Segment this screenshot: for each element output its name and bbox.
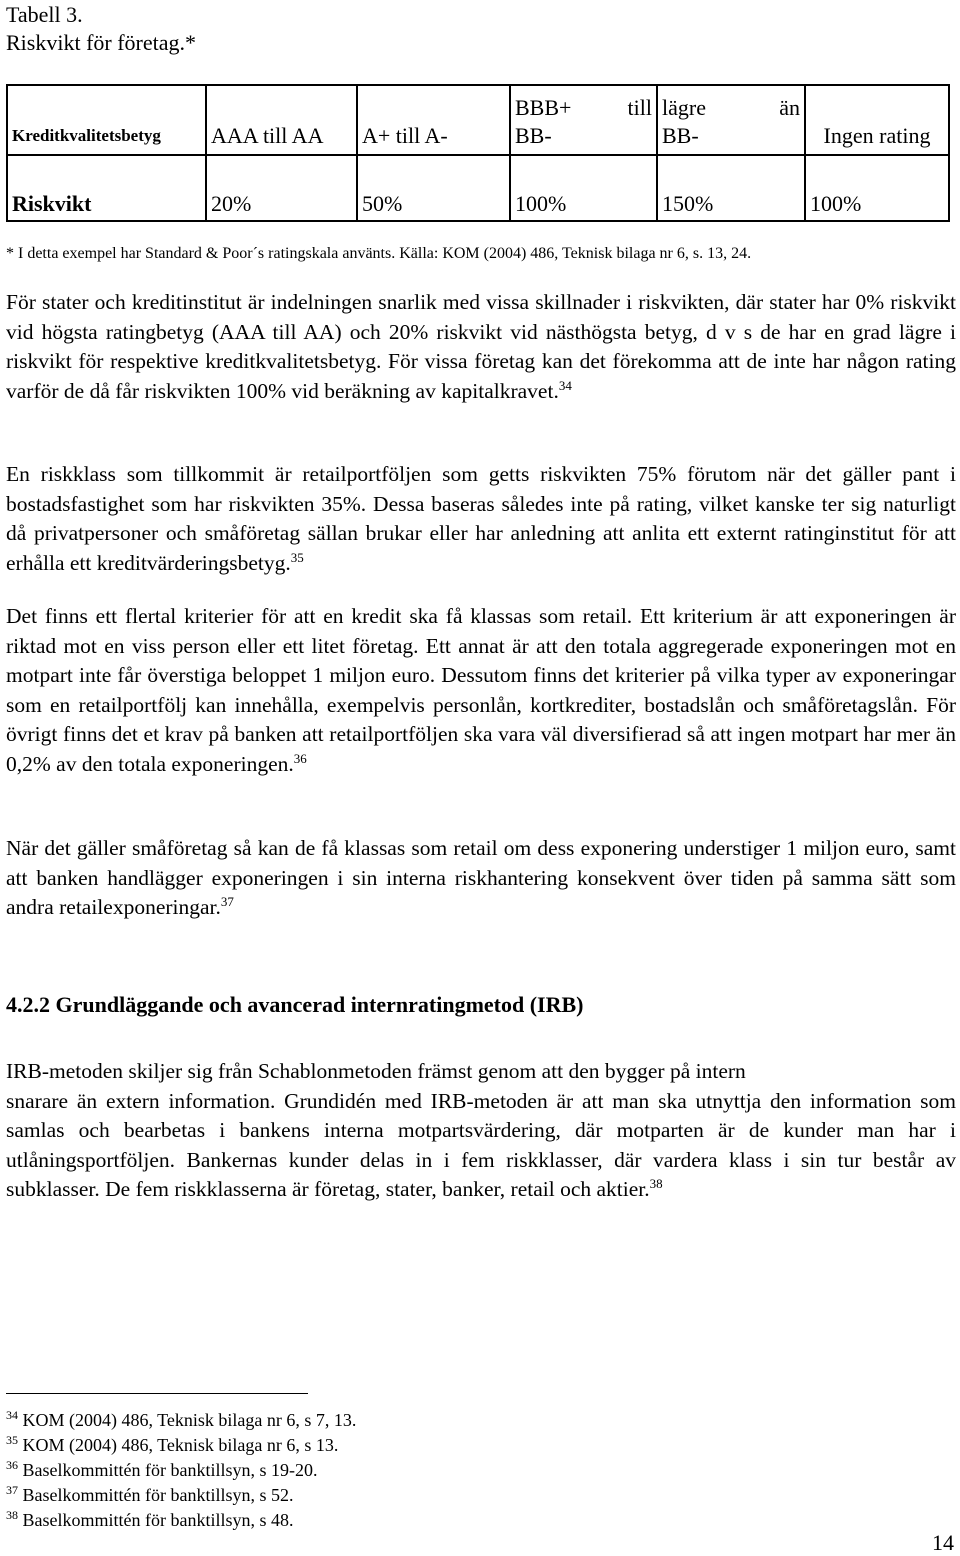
footnote-text: KOM (2004) 486, Teknisk bilaga nr 6, s 13.: [22, 1435, 339, 1455]
header-below-bb: [657, 85, 805, 155]
paragraph-1: [6, 288, 956, 406]
header-bbb-plus: BBB+: [515, 95, 572, 120]
paragraph-5-text: snarare än extern information. Grundidén med IRB-metoden är att man ska utnyttja den information som samlas och bearbetas i bankens interna motpartsvärdering, där motparten är de kunder man har i utlåningsportföljen. Bankernas kunder delas in i fem riskklasser, där vardera klass i sin tur består av subklasser. De fem riskklasserna är företag, stater, banker, retail och aktier.: [6, 1088, 956, 1202]
header-an: än: [779, 95, 800, 120]
header-lagre: lägre: [662, 95, 706, 120]
footnote-34: [6, 1408, 356, 1432]
paragraph-5: [6, 1057, 956, 1205]
footnote-ref-38: 38: [649, 1176, 663, 1192]
value-below-bb: 150%: [657, 155, 805, 221]
header-no-rating: Ingen rating: [805, 85, 949, 155]
paragraph-3: [6, 602, 956, 780]
paragraph-4: [6, 834, 956, 923]
header-below-bb-minus: BB-: [662, 123, 699, 148]
value-bbb-bb: 100%: [510, 155, 657, 221]
section-heading: 4.2.2 Grundläggande och avancerad internratingmetod (IRB): [6, 992, 584, 1017]
footnote-number: 38: [6, 1508, 18, 1522]
footnote-number: 37: [6, 1483, 18, 1497]
footnote-ref-35: 35: [290, 549, 304, 565]
value-no-rating: 100%: [805, 155, 949, 221]
header-aaa-aa: AAA till AA: [206, 85, 357, 155]
table-value-row: [7, 155, 949, 221]
table-caption-number: Tabell 3.: [6, 2, 83, 27]
footnote-number: 35: [6, 1433, 18, 1447]
footnote-text: Baselkommittén för banktillsyn, s 48.: [22, 1510, 294, 1530]
paragraph-1-text: För stater och kreditinstitut är indelningen snarlik med vissa skillnader i riskvikten, där stater har 0% riskvikt vid högsta ratingbetyg (AAA till AA) och 20% riskvikt vid nästhögsta betyg, d v s de har en grad lägre i riskvikt för respektive kreditkvalitetsbetyg. För vissa företag kan det förekomma att de inte har någon rating varför de då får riskvikten 100% vid beräkning av kapitalkravet.: [6, 290, 956, 403]
value-aaa-aa: 20%: [206, 155, 357, 221]
footnote-text: KOM (2004) 486, Teknisk bilaga nr 6, s 7, 13.: [22, 1410, 357, 1430]
row-label-risk-weight: Riskvikt: [7, 155, 206, 221]
header-a-plus-a-minus: A+ till A-: [357, 85, 510, 155]
footnote-ref-34: 34: [558, 377, 572, 393]
header-credit-rating: Kreditkvalitetsbetyg: [7, 85, 206, 155]
header-till: till: [627, 95, 652, 120]
header-bbb-bb: [510, 85, 657, 155]
paragraph-2: [6, 460, 956, 578]
paragraph-4-text: När det gäller småföretag så kan de få klassas som retail om dess exponering understiger 1 miljon euro, samt att banken handlägger exponeringen i sin interna riskhantering konsekvent över tiden på samma sätt som andra retailexponeringar.: [6, 836, 956, 920]
footnote-37: [6, 1483, 293, 1507]
footnote-number: 36: [6, 1458, 18, 1472]
footnote-text: Baselkommittén för banktillsyn, s 19-20.: [22, 1460, 318, 1480]
table-note: * I detta exempel har Standard & Poor´s ratingskala använts. Källa: KOM (2004) 486, Teknisk bilaga nr 6, s. 13, 24.: [6, 245, 752, 262]
footnote-38: [6, 1508, 293, 1532]
table-caption-title: Riskvikt för företag.*: [6, 30, 197, 55]
risk-weight-table: [6, 84, 950, 222]
footnote-number: 34: [6, 1408, 18, 1422]
footnote-ref-37: 37: [220, 894, 234, 910]
table-header-row: [7, 85, 949, 155]
footnote-35: [6, 1433, 338, 1457]
page-number: 14: [932, 1530, 954, 1555]
footnote-separator: [6, 1393, 308, 1394]
footnote-text: Baselkommittén för banktillsyn, s 52.: [22, 1485, 294, 1505]
paragraph-2-text: En riskklass som tillkommit är retailportföljen som getts riskvikten 75% förutom när det gäller pant i bostadsfastighet som har riskvikten 35%. Dessa baseras således inte på rating, vilket kanske ter sig naturligt då privatpersoner och småföretag sällan brukar eller har anledning att anlita ett externt ratinginstitut för att erhålla ett kreditvärderingsbetyg.: [6, 462, 956, 575]
footnote-36: [6, 1458, 317, 1482]
header-bb-minus: BB-: [515, 123, 552, 148]
value-a-plus-a-minus: 50%: [357, 155, 510, 221]
footnote-ref-36: 36: [293, 750, 307, 766]
paragraph-5-first-line: IRB-metoden skiljer sig från Schablonmetoden främst genom att den bygger på intern: [6, 1059, 746, 1083]
paragraph-3-text: Det finns ett flertal kriterier för att en kredit ska få klassas som retail. Ett kriterium är att exponeringen är riktad mot en viss person eller ett litet företag. Ett annat är att den totala aggregerade exponeringen mot en motpart inte får överstiga beloppet 1 miljon euro. Dessutom finns det kriterier på vilka typer av exponeringar som en retailportfölj kan innehålla, exempelvis personlån, kortkrediter, bostadslån och småföretagslån. För övrigt finns det et krav på banken att retailportföljen ska vara väl diversifierad så att ingen motpart har mer än 0,2% av den totala exponeringen.: [6, 604, 956, 776]
